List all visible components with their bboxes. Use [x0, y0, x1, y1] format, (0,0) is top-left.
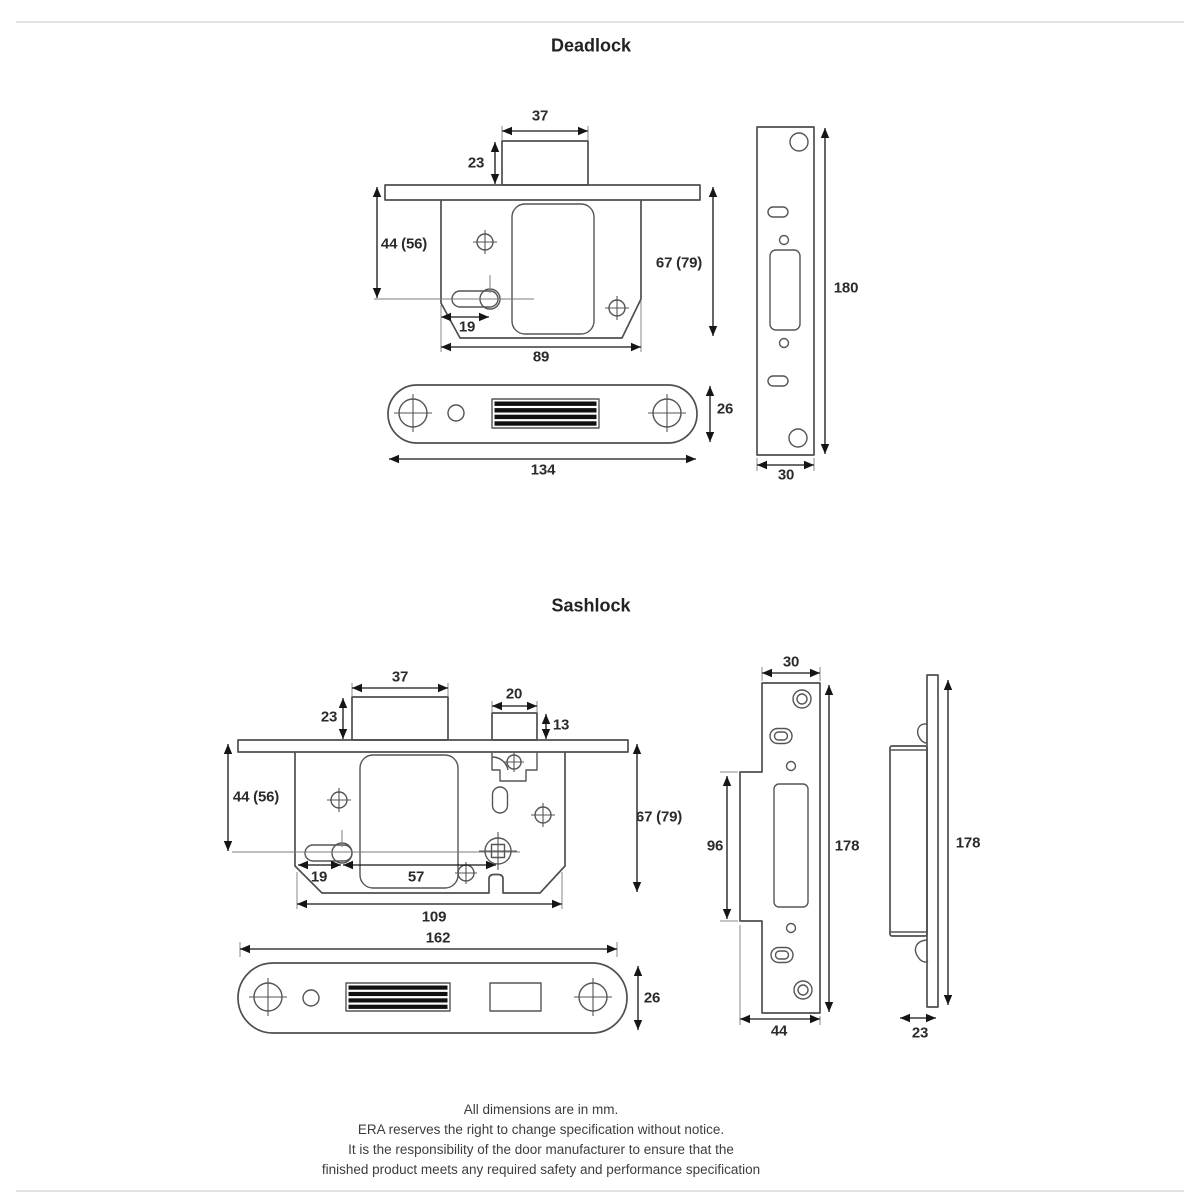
sashlock-dim-latch-width: 20 [505, 685, 523, 703]
sashlock-dim-faceplate-height: 26 [643, 989, 661, 1007]
sashlock-dim-striker-front-height: 178 [834, 837, 860, 855]
sashlock-dim-striker-top-width: 30 [782, 653, 800, 671]
deadlock-dimension-arrows [377, 126, 713, 352]
sashlock-title: Sashlock [551, 595, 631, 616]
deadlock-title: Deadlock [550, 35, 632, 56]
footer-line-4: finished product meets any required safety and performance specification [321, 1162, 761, 1177]
deadlock-striker-plate-drawing [757, 127, 825, 471]
deadlock-dim-striker-width: 30 [777, 466, 795, 484]
sashlock-dim-latch-projection: 13 [552, 716, 570, 734]
sashlock-dim-case-height: 67 (79) [635, 808, 683, 826]
deadlock-dim-faceplate-length: 134 [530, 461, 556, 479]
sashlock-dim-case-depth: 109 [421, 908, 447, 926]
sashlock-dim-striker-bottom-width: 44 [770, 1022, 788, 1040]
sashlock-dim-striker-side-height: 178 [955, 834, 981, 852]
deadlock-dim-striker-height: 180 [833, 279, 859, 297]
deadlock-dim-bolt-projection: 23 [467, 154, 485, 172]
sashlock-dim-keyhole-offset: 19 [310, 868, 328, 886]
deadlock-dim-faceplate-height: 26 [716, 400, 734, 418]
sashlock-dim-faceplate-length: 162 [425, 929, 451, 947]
sashlock-striker-front-drawing [720, 667, 829, 1025]
footer-line-3: It is the responsibility of the door manufacturer to ensure that the [348, 1142, 734, 1157]
sashlock-striker-side-drawing [890, 675, 948, 1018]
sashlock-dim-bolt-width: 37 [391, 668, 409, 686]
footer-line-1: All dimensions are in mm. [463, 1102, 619, 1117]
sashlock-dim-striker-side-depth: 23 [911, 1024, 929, 1042]
deadlock-dim-case-depth: 89 [532, 348, 550, 366]
sashlock-dim-backset: 44 (56) [232, 788, 280, 806]
deadlock-dim-backset: 44 (56) [380, 235, 428, 253]
footer-line-2: ERA reserves the right to change specification without notice. [357, 1122, 725, 1137]
deadlock-dim-case-height: 67 (79) [655, 254, 703, 272]
deadlock-dim-keyhole-offset: 19 [458, 318, 476, 336]
deadlock-faceplate-drawing [388, 385, 710, 459]
deadlock-dim-bolt-width: 37 [531, 107, 549, 125]
footer-disclaimer [322, 1100, 760, 1180]
sashlock-dim-bolt-projection: 23 [320, 708, 338, 726]
sashlock-faceplate-drawing [238, 963, 638, 1033]
sashlock-dim-keyhole-to-spindle: 57 [407, 868, 425, 886]
sashlock-dim-striker-pocket-height: 96 [706, 837, 724, 855]
